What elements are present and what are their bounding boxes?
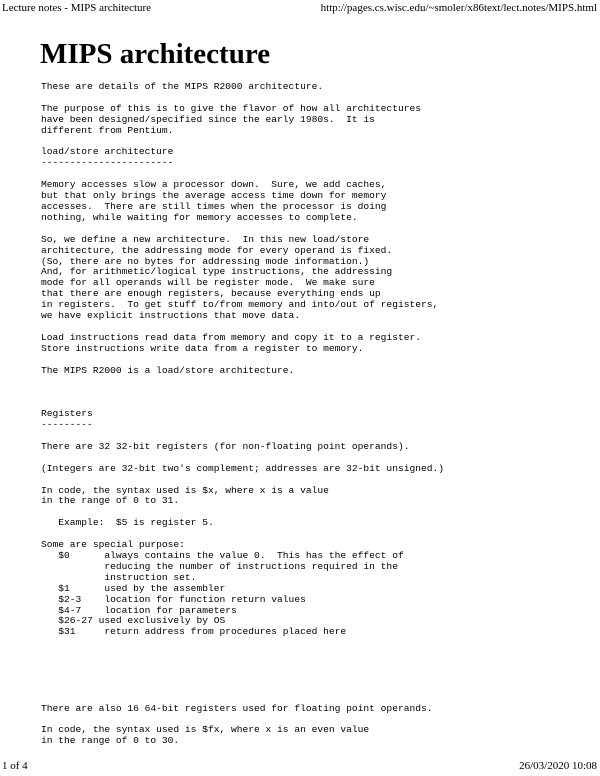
print-footer-page-count: 1 of 4 [2, 760, 28, 772]
lecture-notes-body: These are details of the MIPS R2000 architecture. The purpose of this is to give the flavor of how all architectures have been designed/specified since the early 1980s. It is different from Pentium. load/store architecture ----------------------- Memory accesses slow a processor down. Sure, we add caches, but that only brings the average access time down for memory accesses. There are still times when the processor is doing nothing, while waiting for memory accesses to complete. So, we define a new architecture. In this new load/store architecture, the addressing mode for every operand is fixed. (So, there are no bytes for addressing mode information.) And, for arithmetic/logical type instructions, the addressing mode for all operands will be register mode. We make sure that there are enough registers, because everything ends up in registers. To get stuff to/from memory and into/out of registers, we have explicit instructions that move data. Load instructions read data from memory and copy it to a register. Store instructions write data from a register to memory. The MIPS R2000 is a load/store architecture. Registers --------- There are 32 32-bit registers (for non-floating point operands). (Integers are 32-bit two's complement; addresses are 32-bit unsigned.) In code, the syntax used is $x, where x is a value in the range of 0 to 31. Example: $5 is register 5. Some are special purpose: $0 always contains the value 0. This has the effect of reducing the number of instructions required in the instruction set. $1 used by the assembler $2-3 location for function return values $4-7 location for parameters $26-27 used exclusively by OS $31 return address from procedures placed here There are also 16 64-bit registers used for floating point operands. In code, the syntax used is $fx, where x is an even value in the range of 0 to 30. [41, 81, 445, 747]
print-header-url: http://pages.cs.wisc.edu/~smoler/x86text/lect.notes/MIPS.html [320, 2, 597, 14]
page-title: MIPS architecture [40, 38, 271, 70]
print-header-page-title: Lecture notes - MIPS architecture [2, 2, 152, 14]
print-footer-timestamp: 26/03/2020 10:08 [519, 760, 597, 772]
